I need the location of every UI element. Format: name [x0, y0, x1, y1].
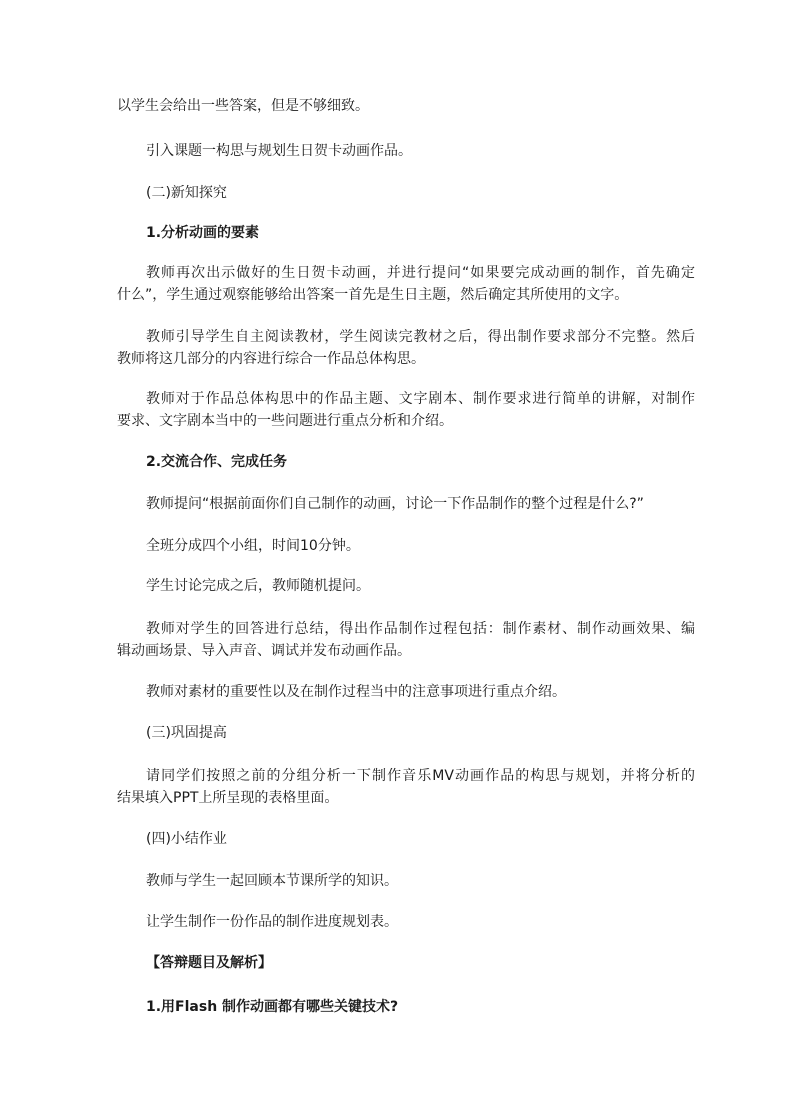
text-line: 引入课题一构思与规划生日贺卡动画作品。: [146, 143, 412, 159]
text-line: 教师对于作品总体构思中的作品主题、文字剧本、制作要求进行简单的讲解，对制作: [146, 391, 695, 407]
section-heading: (二)新知探究: [146, 185, 227, 201]
text-line: 请同学们按照之前的分组分析一下制作音乐MV动画作品的构思与规划，并将分析的: [146, 768, 695, 784]
question-heading: 1.用Flash 制作动画都有哪些关键技术?: [146, 999, 399, 1015]
text-line: 教师对素材的重要性以及在制作过程当中的注意事项进行重点介绍。: [146, 684, 566, 700]
text-line: 教师将这几部分的内容进行综合一作品总体构思。: [117, 351, 425, 367]
subsection-heading: 2.交流合作、完成任务: [146, 454, 288, 470]
text-line: 以学生会给出一些答案，但是不够细致。: [117, 98, 369, 114]
text-line: 全班分成四个小组，时间10分钟。: [146, 538, 360, 554]
text-line: 教师提问“根据前面你们自己制作的动画，讨论一下作品制作的整个过程是什么?”: [146, 496, 644, 512]
text-line: 学生讨论完成之后，教师随机提问。: [146, 578, 370, 594]
text-line: 结果填入PPT上所呈现的表格里面。: [117, 790, 339, 806]
text-line: 教师对学生的回答进行总结，得出作品制作过程包括：制作素材、制作动画效果、编: [146, 621, 695, 637]
text-line: 要求、文字剧本当中的一些问题进行重点分析和介绍。: [117, 413, 453, 429]
subsection-heading: 1.分析动画的要素: [146, 225, 260, 241]
text-line: 教师引导学生自主阅读教材，学生阅读完教材之后，得出制作要求部分不完整。然后: [146, 329, 695, 345]
text-line: 让学生制作一份作品的制作进度规划表。: [146, 914, 398, 930]
text-line: 教师与学生一起回顾本节课所学的知识。: [146, 873, 398, 889]
text-line: 辑动画场景、导入声音、调试并发布动画作品。: [117, 643, 411, 659]
qa-heading: 【答辩题目及解析】: [146, 955, 272, 971]
text-line: 什么”，学生通过观察能够给出答案一首先是生日主题，然后确定其所使用的文字。: [117, 287, 629, 303]
text-line: 教师再次出示做好的生日贺卡动画，并进行提问“如果要完成动画的制作，首先确定: [146, 265, 695, 281]
section-heading: (三)巩固提高: [146, 725, 227, 741]
section-heading: (四)小结作业: [146, 831, 227, 847]
